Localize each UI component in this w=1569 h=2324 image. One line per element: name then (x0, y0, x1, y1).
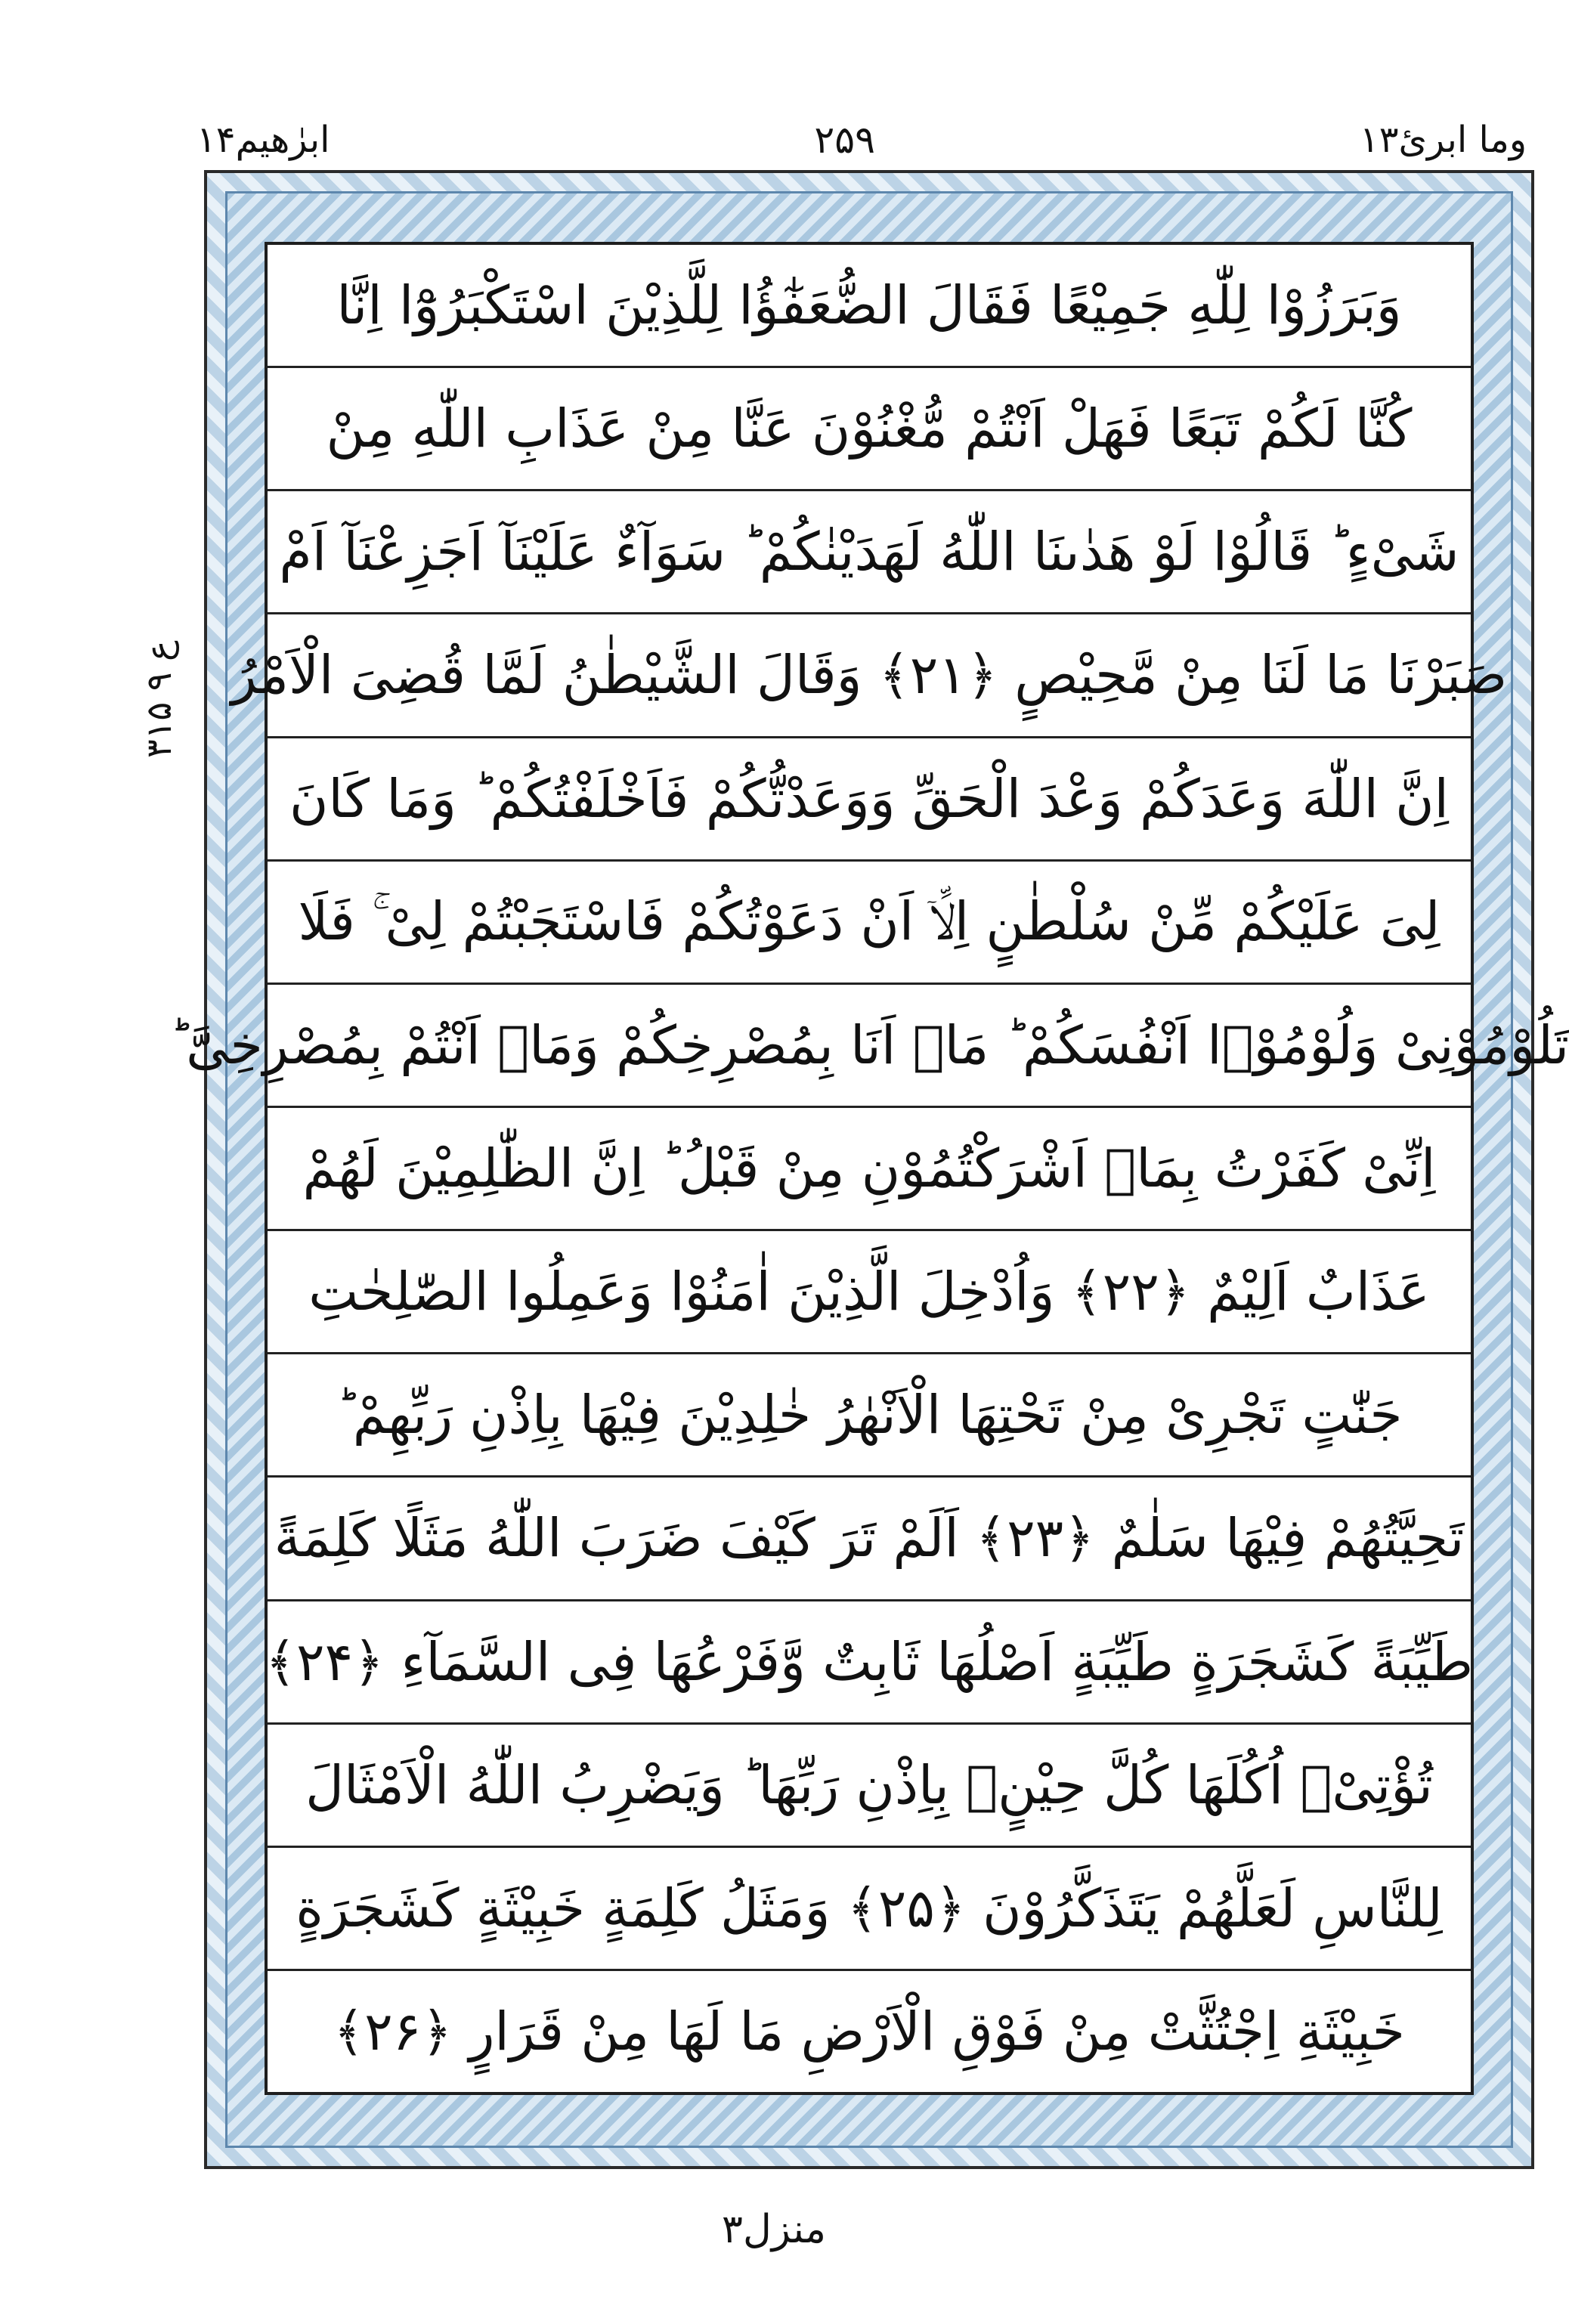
verse-line: طَيِّبَةً كَشَجَرَةٍ طَيِّبَةٍ اَصْلُهَا ثَابِتٌ وَّفَرْعُهَا فِی السَّمَآءِ ﴿۲۴﴾ (268, 1601, 1471, 1725)
surah-name: ابرٰھیم۱۴ (197, 119, 330, 161)
verse-line: تُؤْتِیْۤ اُكُلَهَا كُلَّ حِيْنٍۭ بِاِذْنِ رَبِّهَا ؕ وَيَضْرِبُ اللّٰهُ الْاَمْثَالَ (268, 1725, 1471, 1848)
verse-line: جَنّٰتٍ تَجْرِیْ مِنْ تَحْتِهَا الْاَنْهٰرُ خٰلِدِيْنَ فِيْهَا بِاِذْنِ رَبِّهِمْ ؕ (268, 1354, 1471, 1478)
verse-line: شَیْءٍ ؕ قَالُوْا لَوْ هَدٰىنَا اللّٰهُ لَهَدَيْنٰكُمْ ؕ سَوَآءٌ عَلَيْنَآ اَجَزِعْنَآ اَمْ (268, 491, 1471, 614)
verse-line: اِنِّیْ كَفَرْتُ بِمَاۤ اَشْرَكْتُمُوْنِ مِنْ قَبْلُ ؕ اِنَّ الظّٰلِمِيْنَ لَهُمْ (268, 1108, 1471, 1231)
juz-name: وما ابریٔ۱۳ (1359, 119, 1527, 161)
manzil-footer (0, 2196, 1548, 2264)
ruku-marker: ۳ع ۹ ۱۵ (138, 640, 179, 758)
verse-lines (169, 245, 1569, 2092)
verse-line: تَحِيَّتُهُمْ فِيْهَا سَلٰمٌ ﴿۲۳﴾ اَلَمْ تَرَ كَيْفَ ضَرَبَ اللّٰهُ مَثَلًا كَلِمَةً (268, 1478, 1471, 1601)
verse-line: لِلنَّاسِ لَعَلَّهُمْ يَتَذَكَّرُوْنَ ﴿۲۵﴾ وَمَثَلُ كَلِمَةٍ خَبِيْثَةٍ كَشَجَرَةٍ (268, 1848, 1471, 1971)
page-number: ۲۵۹ (814, 118, 875, 162)
verse-line: لِیَ عَلَيْكُمْ مِّنْ سُلْطٰنٍ اِلَّاۤ اَنْ دَعَوْتُكُمْ فَاسْتَجَبْتُمْ لِیْ ۚ فَلَا (268, 862, 1471, 985)
verse-text-box (169, 242, 1569, 2095)
verse-line: خَبِيْثَةِ اِجْتُثَّتْ مِنْ فَوْقِ الْاَرْضِ مَا لَهَا مِنْ قَرَارٍ ﴿۲۶﴾ (333, 2001, 1405, 2063)
verse-line: صَبَرْنَا مَا لَنَا مِنْ مَّحِيْصٍ ﴿۲۱﴾ وَقَالَ الشَّيْطٰنُ لَمَّا قُضِیَ الْاَمْرُ (268, 614, 1471, 738)
verse-line: عَذَابٌ اَلِيْمٌ ﴿۲۲﴾ وَاُدْخِلَ الَّذِيْنَ اٰمَنُوْا وَعَمِلُوا الصّٰلِحٰتِ (268, 1231, 1471, 1354)
verse-line: اِنَّ اللّٰهَ وَعَدَكُمْ وَعْدَ الْحَقِّ وَوَعَدْتُّكُمْ فَاَخْلَفْتُكُمْ ؕ وَمَا كَانَ (268, 738, 1471, 862)
page-header (197, 106, 1527, 174)
verse-line: كُنَّا لَكُمْ تَبَعًا فَهَلْ اَنْتُمْ مُّغْنُوْنَ عَنَّا مِنْ عَذَابِ اللّٰهِ مِنْ (268, 368, 1471, 491)
verse-line: تَلُوْمُوْنِیْ وَلُوْمُوْۤا اَنْفُسَكُمْ ؕ مَاۤ اَنَا بِمُصْرِخِكُمْ وَمَاۤ اَنْتُمْ بِمُصْرِخِیَّ ؕ (268, 985, 1471, 1108)
manzil-label: منزل۳ (722, 2207, 826, 2252)
verse-line: وَبَرَزُوْا لِلّٰهِ جَمِيْعًا فَقَالَ الضُّعَفٰٓؤُا لِلَّذِيْنَ اسْتَكْبَرُوْٓا اِنَّا (268, 245, 1471, 368)
